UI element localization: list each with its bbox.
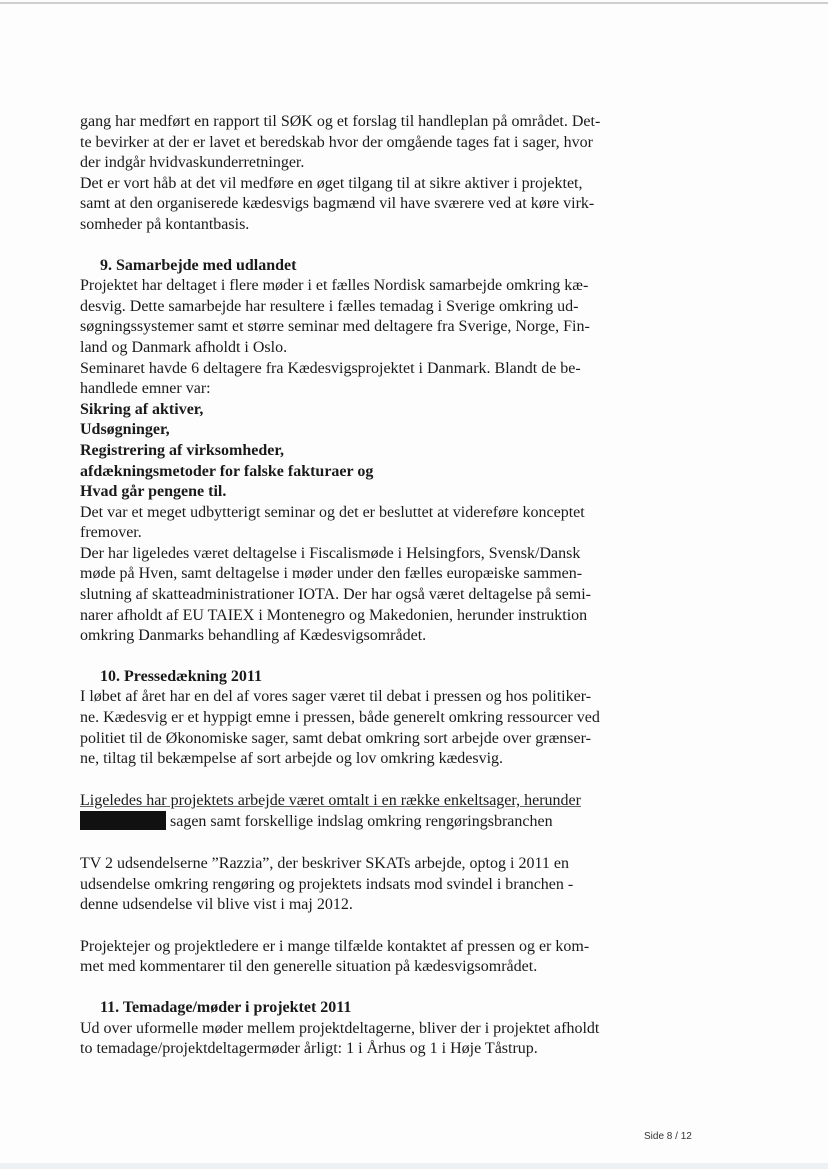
text-line: omkring Danmarks behandling af Kædesvigsområdet.	[80, 627, 427, 645]
section-9-paragraph-1	[80, 276, 640, 358]
text-line: Der har ligeledes været deltagelse i Fiscalismøde i Helsingfors, Svensk/Dansk	[80, 544, 581, 562]
section-9-paragraph-2	[80, 359, 640, 400]
text-line: Det var et meget udbytterigt seminar og det er besluttet at videreføre konceptet	[80, 503, 585, 521]
text-line: TV 2 udsendelserne ”Razzia”, der beskriver SKATs arbejde, optog i 2011 en	[80, 855, 569, 872]
text-line: fremover.	[80, 524, 142, 542]
text-line: ne, tiltag til bekæmpelse af sort arbejde og lov omkring kædesvig.	[80, 750, 504, 768]
topic-item: Udsøgninger,	[80, 421, 170, 439]
section-9-paragraph-3	[80, 503, 640, 544]
text-line: to temadage/projektdeltagermøder årligt: 1 i Århus og 1 i Høje Tåstrup.	[80, 1040, 538, 1058]
text-line: Ud over uformelle møder mellem projektdeltagerne, bliver der i projektet afholdt	[80, 1019, 600, 1037]
text-line: land og Danmark afholdt i Oslo.	[80, 338, 288, 356]
text-line: slutning af skatteadministrationer IOTA. Der har også været deltagelse på semi-	[80, 586, 592, 604]
text-line: politiet til de Økonomiske sager, samt debat omkring sort arbejde over grænser-	[80, 729, 591, 747]
section-10-heading: 10. Pressedækning 2011	[100, 667, 262, 685]
topic-item: Sikring af aktiver,	[80, 400, 204, 418]
bottom-border	[0, 1163, 828, 1169]
page-number: Side 8 / 12	[644, 1131, 692, 1142]
text-line: Ligeledes har projektets arbejde været omtalt i en række enkeltsager, herunder	[80, 791, 581, 809]
text-line: Seminaret havde 6 deltagere fra Kædesvigsprojektet i Danmark. Blandt de be-	[80, 359, 581, 377]
text-line: denne udsendelse vil blive vist i maj 2012.	[80, 896, 353, 914]
section-11-paragraph-1	[80, 1019, 640, 1060]
section-11-heading: 11. Temadage/møder i projektet 2011	[100, 998, 352, 1016]
section-10-paragraph-2	[80, 791, 640, 833]
text-line: te bevirker at der er lavet et beredskab hvor der omgående tages fat i sager, hvor	[80, 133, 593, 151]
section-10-paragraph-1	[80, 687, 640, 769]
intro-paragraph-1	[80, 112, 640, 174]
document-body	[80, 112, 640, 1060]
text-line: Projektet har deltaget i flere møder i et fælles Nordisk samarbejde omkring kæ-	[80, 277, 589, 295]
topic-item: afdækningsmetoder for falske fakturaer og	[80, 462, 374, 480]
text-line: Projektejer og projektledere er i mange tilfælde kontaktet af pressen og er kom-	[80, 937, 590, 955]
text-line: udsendelse omkring rengøring og projektets indsats mod svindel i branchen -	[80, 875, 574, 893]
topic-list	[80, 400, 640, 503]
redaction-block	[80, 811, 166, 830]
text-line: samt at den organiserede kædesvigs bagmænd vil have sværere ved at køre virk-	[80, 195, 595, 213]
text-line: søgningssystemer samt et større seminar med deltagere fra Sverige, Norge, Fin-	[80, 318, 590, 336]
top-border	[0, 2, 828, 4]
text-line: der indgår hvidvaskunderretninger.	[80, 154, 305, 172]
text-line: handlede emner var:	[80, 380, 211, 398]
text-line: møde på Hven, samt deltagelse i møder under den fælles europæiske sammen-	[80, 565, 583, 583]
text-line: sagen samt forskellige indslag omkring rengøringsbranchen	[170, 813, 553, 831]
text-line: somheder på kontantbasis.	[80, 215, 250, 233]
topic-item: Registrering af virksomheder,	[80, 441, 284, 459]
text-line: desvig. Dette samarbejde har resultere i fælles temadag i Sverige omkring ud-	[80, 297, 579, 315]
section-9-paragraph-4	[80, 544, 640, 647]
topic-item: Hvad går pengene til.	[80, 483, 227, 501]
text-line: met med kommentarer til den generelle situation på kædesvigsområdet.	[80, 958, 538, 976]
section-10-paragraph-3	[80, 854, 640, 916]
section-9-heading: 9. Samarbejde med udlandet	[100, 256, 297, 274]
text-line: narer afholdt af EU TAIEX i Montenegro og Makedonien, herunder instruktion	[80, 606, 588, 624]
intro-paragraph-2	[80, 174, 640, 236]
section-10-paragraph-4	[80, 937, 640, 978]
text-line: Det er vort håb at det vil medføre en øget tilgang til at sikre aktiver i projektet,	[80, 174, 583, 192]
text-line: gang har medført en rapport til SØK og et forslag til handleplan på området. Det-	[80, 113, 601, 130]
text-line: I løbet af året har en del af vores sager været til debat i pressen og hos politiker-	[80, 688, 592, 706]
text-line: ne. Kædesvig er et hyppigt emne i pressen, både generelt omkring ressourcer ved	[80, 709, 600, 727]
